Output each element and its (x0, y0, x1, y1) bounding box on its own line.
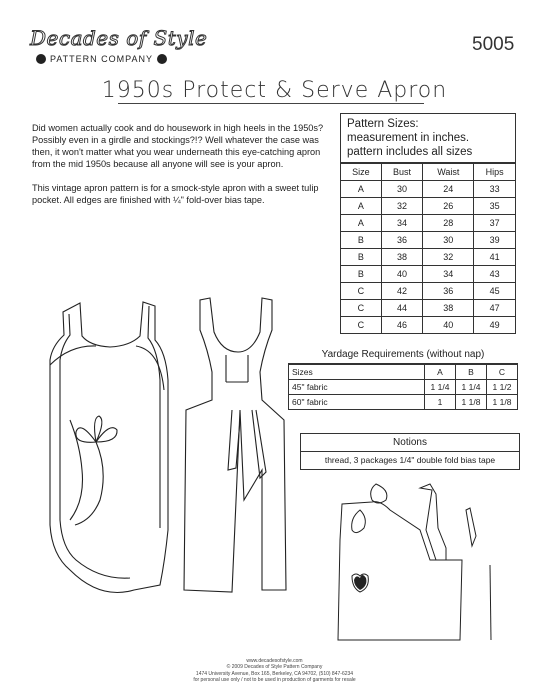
cell: C (341, 300, 382, 317)
intro-paragraph: Did women actually cook and do housework in high heels in the 1950s? Possibly even in a girdle and stockings?!? Well whatever the case was then, it won't matter what you wear underneath this eye-catching apron from the mid 1950s because all anyone will see is your apron. (32, 123, 324, 169)
tulip-pocket-icon (354, 575, 366, 590)
column-header: Hips (474, 164, 516, 181)
column-header: Size (341, 164, 382, 181)
column-header: Sizes (289, 365, 425, 380)
cell: 39 (474, 232, 516, 249)
cell: 1 1/2 (487, 380, 518, 395)
cell: 1 (425, 395, 456, 410)
column-header: Bust (381, 164, 423, 181)
brand-name: Decades of Style (30, 26, 208, 50)
cell: 1 1/8 (456, 395, 487, 410)
footer-address: 1474 University Avenue, Box 165, Berkeley, CA 94702, (510) 847-6234 (195, 670, 354, 677)
cell: 36 (423, 283, 474, 300)
cell: 45 (474, 283, 516, 300)
heading-line: measurement in inches. (347, 132, 470, 144)
apron-front-drawing (50, 302, 168, 593)
cell: 36 (381, 232, 423, 249)
cell: 32 (381, 198, 423, 215)
cell: 1 1/8 (487, 395, 518, 410)
cell: 37 (474, 215, 516, 232)
cell: 46 (381, 317, 423, 334)
cell: C (341, 283, 382, 300)
pattern-number: 5005 (472, 34, 515, 55)
page-title: 1950s Protect & Serve Apron (101, 78, 448, 103)
pattern-pieces-drawing (338, 484, 491, 640)
cell: 28 (423, 215, 474, 232)
yardage-heading: Yardage Requirements (without nap) (288, 346, 518, 364)
notions-text: thread, 3 packages 1/4" double fold bias tape (324, 455, 496, 465)
cell: 60" fabric (289, 395, 425, 410)
column-header: C (487, 365, 518, 380)
cell: 40 (423, 317, 474, 334)
footer (0, 658, 549, 683)
cell: 41 (474, 249, 516, 266)
heading-line: Pattern Sizes: (347, 118, 419, 130)
apron-back-drawing (184, 298, 286, 592)
cell: 24 (423, 181, 474, 198)
cell: 42 (381, 283, 423, 300)
cell: 33 (474, 181, 516, 198)
cell: B (341, 266, 382, 283)
cell: A (341, 198, 382, 215)
footer-website: www.decadesofstyle.com (246, 658, 303, 664)
cell: 49 (474, 317, 516, 334)
footer-note: for personal use only / not to be used in production of garments for resale (193, 676, 356, 683)
cell: B (341, 249, 382, 266)
cell: 44 (381, 300, 423, 317)
heading-line: pattern includes all sizes (347, 146, 473, 158)
cell: 32 (423, 249, 474, 266)
cell: 30 (381, 181, 423, 198)
cell: 38 (381, 249, 423, 266)
notions-heading: Notions (301, 434, 519, 452)
cell: 1 1/4 (456, 380, 487, 395)
column-header: A (425, 365, 456, 380)
company-label: PATTERN COMPANY (50, 54, 154, 64)
cell: 45" fabric (289, 380, 425, 395)
cell: 38 (423, 300, 474, 317)
cell: C (341, 317, 382, 334)
footer-copyright: © 2009 Decades of Style Pattern Company (226, 664, 323, 671)
cell: 35 (474, 198, 516, 215)
cell: 34 (423, 266, 474, 283)
cell: A (341, 181, 382, 198)
cell: 47 (474, 300, 516, 317)
column-header: B (456, 365, 487, 380)
cell: 1 1/4 (425, 380, 456, 395)
cell: 26 (423, 198, 474, 215)
cell: 40 (381, 266, 423, 283)
cell: B (341, 232, 382, 249)
cell: 34 (381, 215, 423, 232)
cell: 43 (474, 266, 516, 283)
column-header: Waist (423, 164, 474, 181)
cell: 30 (423, 232, 474, 249)
intro-paragraph: This vintage apron pattern is for a smock-style apron with a sweet tulip pocket. All edges are finished with ¼" fold-over bias tape. (32, 183, 319, 205)
cell: A (341, 215, 382, 232)
